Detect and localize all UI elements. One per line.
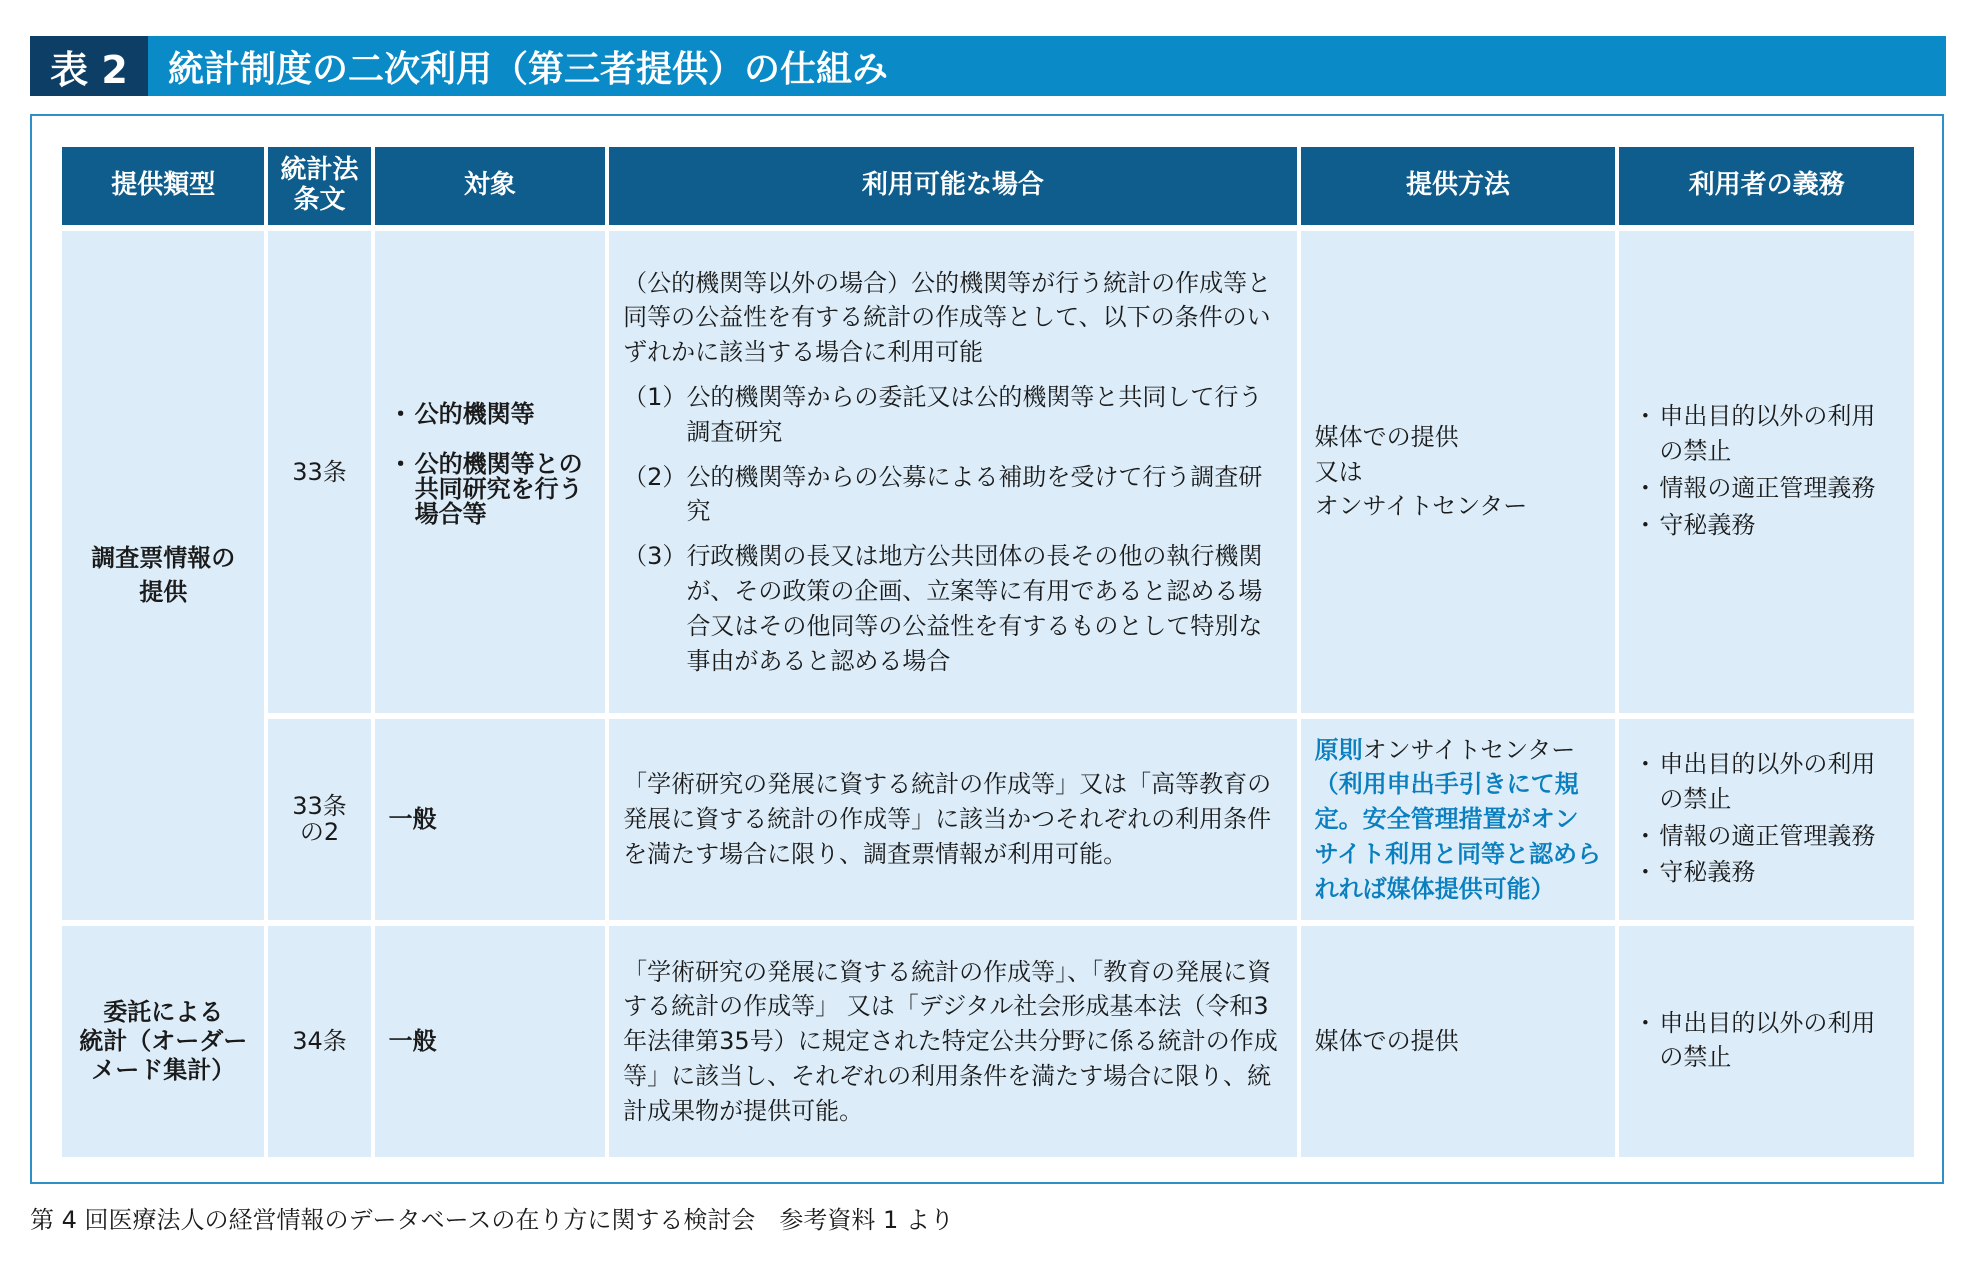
condition-number: （1） [623,383,687,412]
condition-text: 行政機関の長又は地方公共団体の長その他の執行機関が、その政策の企画、立案等に有用であると認める場合又はその他同等の公益性を有するものとして特別な事由があると認める場合 [686,542,1263,675]
method-main: オンサイトセンター [1362,735,1576,764]
header-type: 提供類型 [62,147,264,225]
condition-cell: 「学術研究の発展に資する統計の作成等」又は「高等教育の発展に資する統計の作成等」に該当かつそれぞれの利用条件を満たす場合に限り、調査票情報が利用可能。 [609,719,1297,920]
article-cell: 34条 [268,926,370,1157]
target-cell: 一般 [375,926,606,1157]
condition-item [623,539,1283,678]
method-note: （利用申出手引きにて規定。安全管理措置がオンサイト利用と同等と認められれば媒体提供可能） [1314,770,1601,903]
duty-text: 申出目的以外の利用 の禁止 [1659,402,1876,466]
duty-item: ・ 守秘義務 [1645,508,1900,543]
condition-item [623,460,1283,530]
target-item [401,449,592,529]
table-number: 表 2 [30,36,148,96]
duty-item [1645,399,1900,469]
condition-cell [609,231,1297,713]
table-title: 統計制度の二次利用（第三者提供）の仕組み [168,48,889,90]
duty-text: 申出目的以外の利用 の禁止 [1659,1008,1876,1072]
condition-number: （3） [623,542,687,571]
table-row [62,926,1914,1157]
method-cell [1301,231,1616,713]
duties-cell [1619,719,1914,920]
header-article-label: 統計法 条文 [280,155,359,215]
condition-cell: 「学術研究の発展に資する統計の作成等」、「教育の発展に資する統計の作成等」 又は「デジタル社会形成基本法（令和3年法律第35号）に規定された特定公共分野に係る統計の作成等」に該当し、それぞれの利用条件を満たす場合に限り、統計成果物が提供可能。 [609,926,1297,1157]
type-label: 委託による 統計（オーダー メード集計） [79,998,248,1084]
condition-item [623,380,1283,450]
target-text: 公的機関等との 共同研究を行う 場合等 [414,449,583,529]
table-title-bar [30,36,1946,96]
duty-item [1645,747,1900,817]
header-condition: 利用可能な場合 [609,147,1297,225]
condition-number: （2） [623,462,687,491]
header-target: 対象 [375,147,606,225]
header-article [268,147,370,225]
provision-table [58,141,1918,1163]
duty-text: 申出目的以外の利用 の禁止 [1659,749,1876,813]
type-cell [62,926,264,1157]
duties-cell [1619,231,1914,713]
source-note: 第 4 回医療法人の経営情報のデータベースの在り方に関する検討会 参考資料 1 より [30,1206,954,1234]
duty-item: ・ 情報の適正管理義務 [1645,471,1900,506]
table-row [62,719,1914,920]
duty-item: ・ 守秘義務 [1645,855,1900,890]
duty-item: ・ 情報の適正管理義務 [1645,819,1900,854]
header-row [62,147,1914,225]
article-cell [268,719,370,920]
article-cell: 33条 [268,231,370,713]
condition-text: 公的機関等からの公募による補助を受けて行う調査研究 [686,462,1263,526]
target-item: ・ 公的機関等 [401,397,592,432]
target-cell: 一般 [375,719,606,920]
duties-cell [1619,926,1914,1157]
duty-item [1645,1006,1900,1076]
article-label: 33条 の2 [292,792,347,846]
header-method: 提供方法 [1301,147,1616,225]
type-cell [62,231,264,920]
header-duties: 利用者の義務 [1619,147,1914,225]
target-cell [375,231,606,713]
method-text: 媒体での提供 又は オンサイトセンター [1314,422,1528,521]
table-row [62,231,1914,713]
type-label: 調査票情報の 提供 [91,543,236,607]
method-prefix: 原則 [1314,735,1363,764]
condition-intro: （公的機関等以外の場合）公的機関等が行う統計の作成等と同等の公益性を有する統計の作成等として、以下の条件のいずれかに該当する場合に利用可能 [623,268,1272,367]
method-cell: 媒体での提供 [1301,926,1616,1157]
condition-text: 公的機関等からの委託又は公的機関等と共同して行う調査研究 [686,383,1263,446]
method-cell [1301,719,1616,920]
